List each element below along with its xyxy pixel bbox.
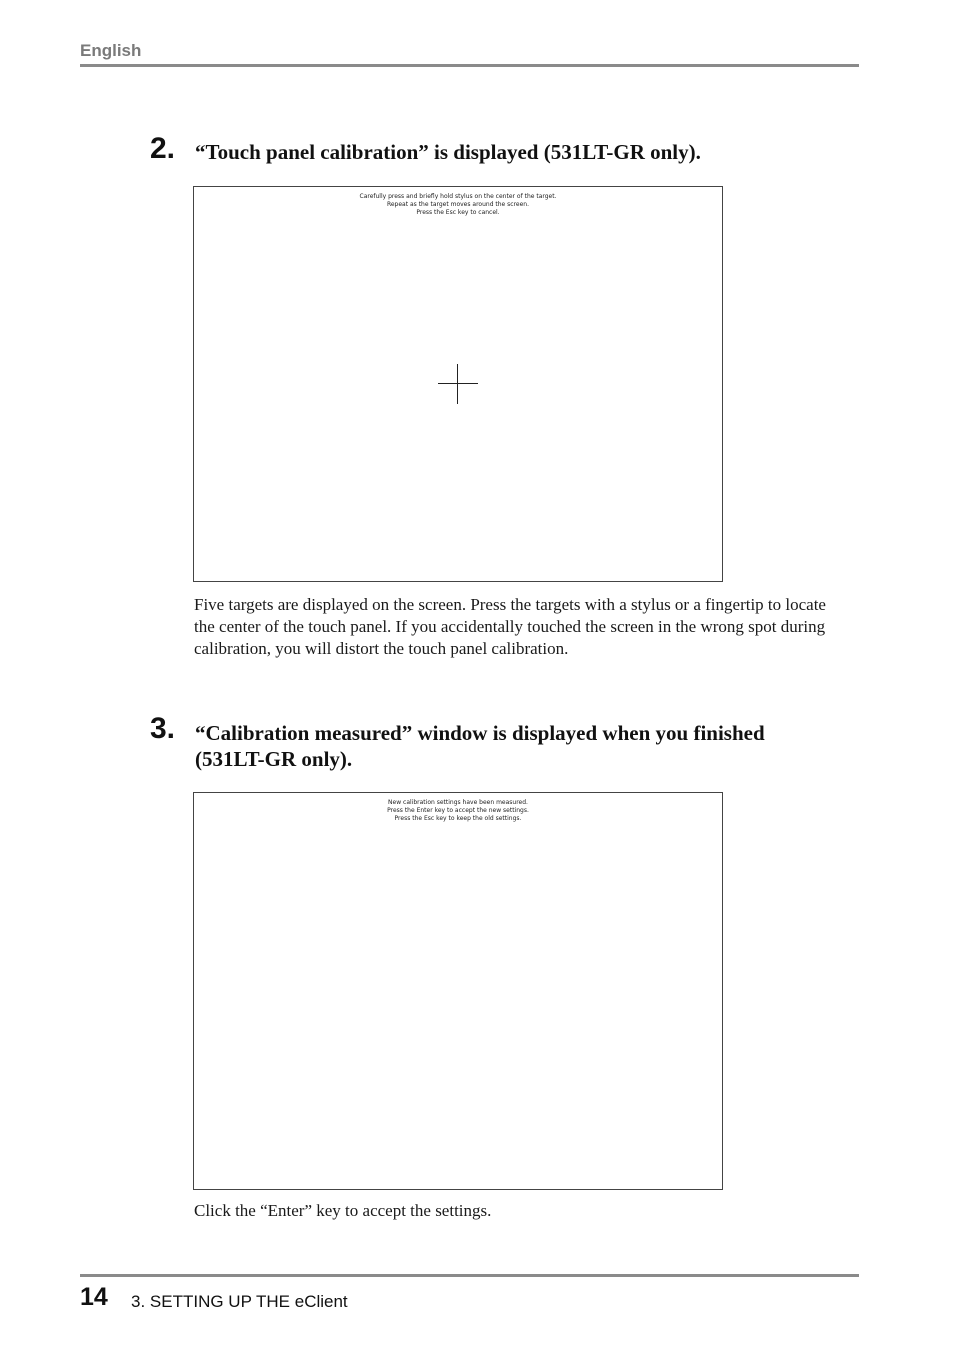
calibration-instruction-line: Press the Esc key to cancel. bbox=[416, 209, 500, 216]
measured-instruction-line: New calibration settings have been measured. bbox=[388, 799, 528, 806]
step-2-number: 2. bbox=[150, 132, 176, 165]
step-3-number: 3. bbox=[150, 712, 176, 745]
footer-divider bbox=[80, 1274, 859, 1277]
measured-instruction-line: Press the Enter key to accept the new settings. bbox=[387, 807, 529, 814]
measured-instructions bbox=[194, 799, 722, 823]
header-language: English bbox=[80, 41, 142, 60]
step-3-title bbox=[195, 720, 765, 772]
header-divider bbox=[80, 64, 859, 67]
step-3-title-line: “Calibration measured” window is displayed when you finished bbox=[195, 721, 765, 745]
step-3-description: Click the “Enter” key to accept the settings. bbox=[194, 1201, 492, 1220]
calibration-measured-screen[interactable] bbox=[193, 792, 723, 1190]
touch-calibration-screen[interactable] bbox=[193, 186, 723, 582]
section-label: 3. SETTING UP THE eClient bbox=[131, 1292, 348, 1311]
calibration-instruction-line: Carefully press and briefly hold stylus on the center of the target. bbox=[359, 193, 557, 200]
measured-instruction-line: Press the Esc key to keep the old settings. bbox=[394, 815, 522, 822]
calibration-instructions bbox=[194, 193, 722, 217]
step-3-title-line: (531LT-GR only). bbox=[195, 747, 353, 771]
step-2-description: Five targets are displayed on the screen. Press the targets with a stylus or a fingertip to locate the center of the touch panel. If you accidentally touched the screen in the wrong spot during calibration, you will distort the touch panel calibration. bbox=[194, 595, 826, 658]
page-number: 14 bbox=[80, 1283, 108, 1311]
crosshair-target-icon[interactable] bbox=[438, 364, 478, 404]
step-2-title: “Touch panel calibration” is displayed (531LT-GR only). bbox=[195, 140, 701, 164]
calibration-instruction-line: Repeat as the target moves around the screen. bbox=[386, 201, 530, 208]
